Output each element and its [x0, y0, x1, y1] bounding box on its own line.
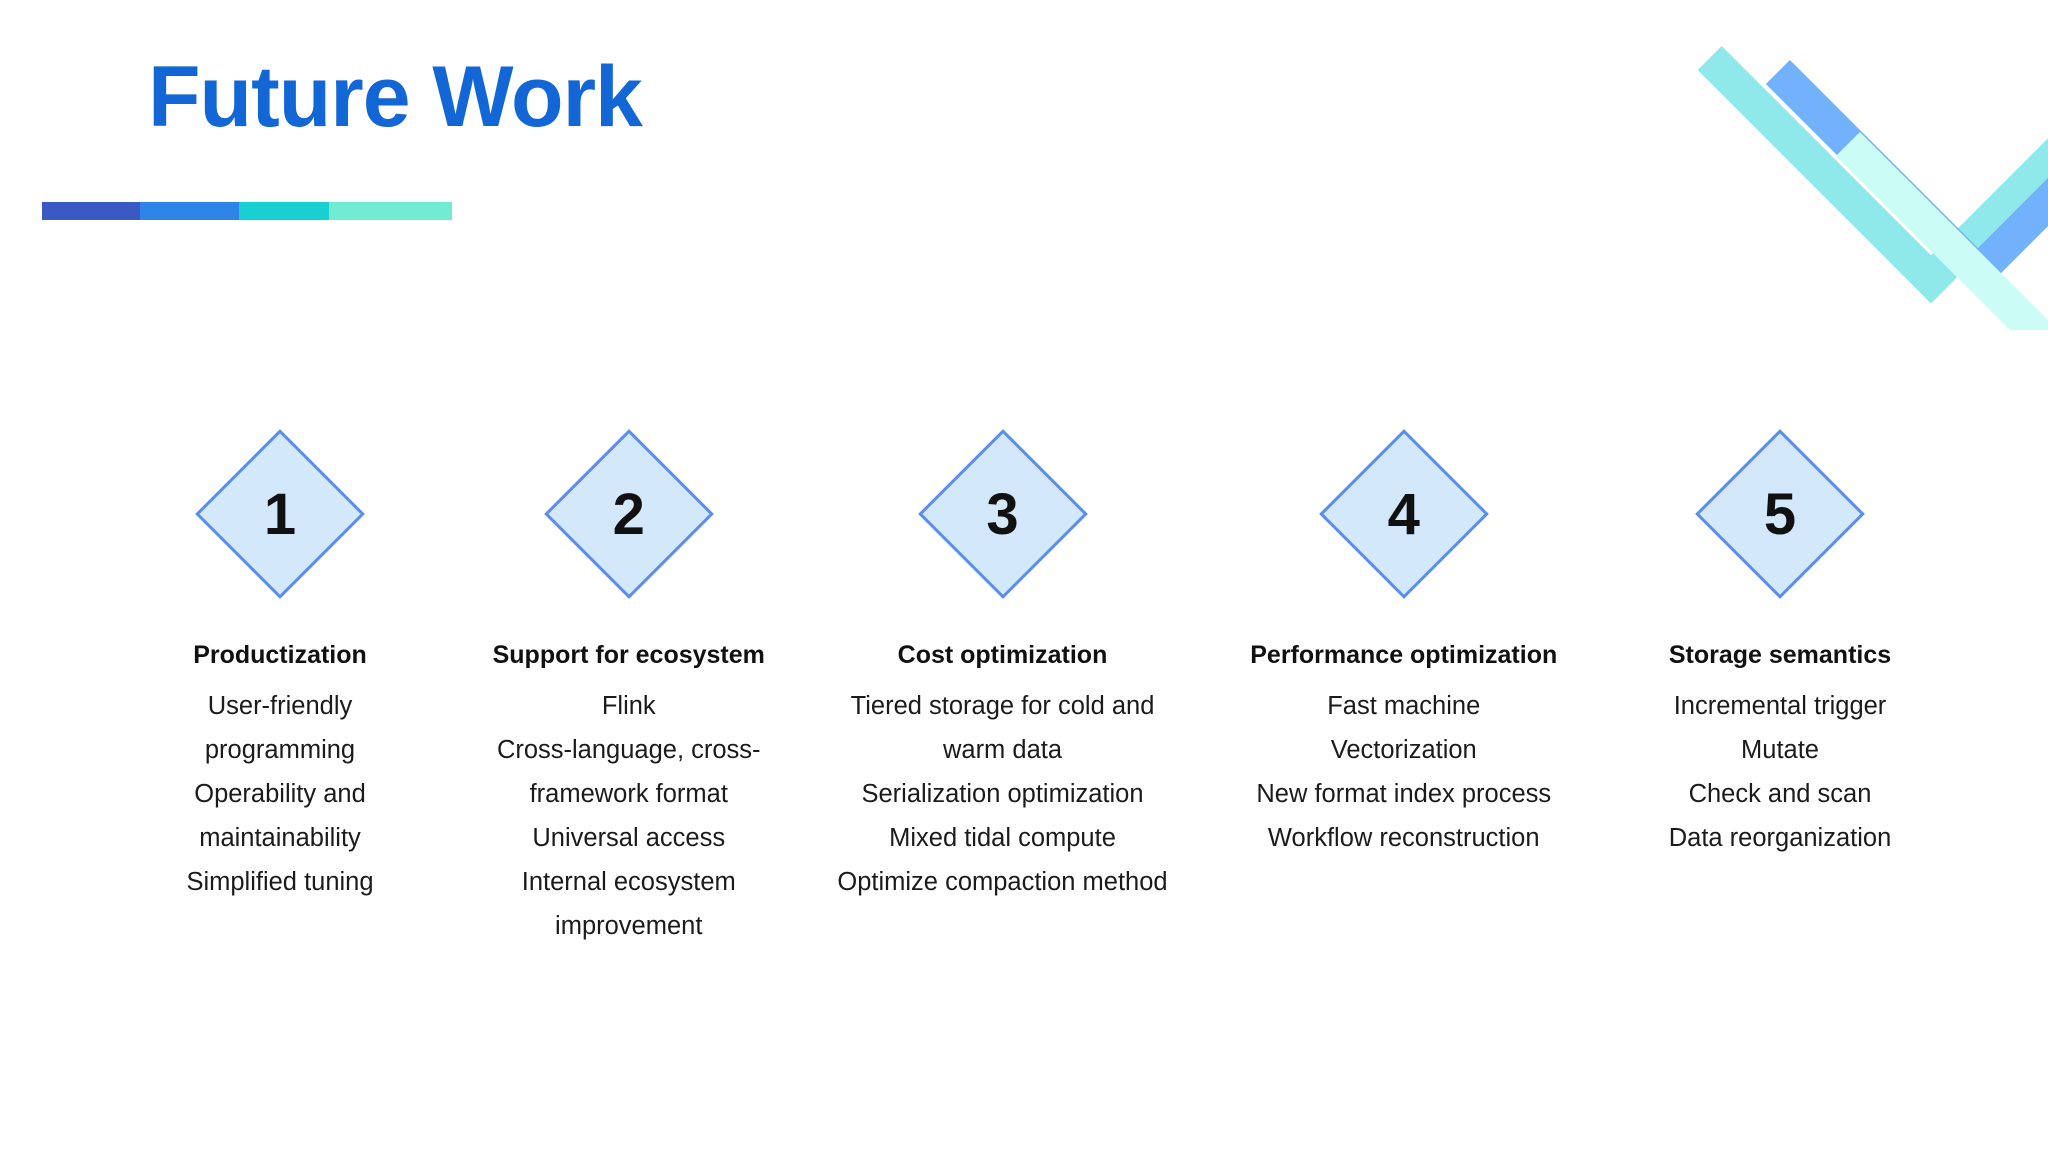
list-item: Flink	[601, 692, 656, 721]
list-item: User-friendly programming	[204, 692, 356, 765]
diamond-badge-2	[545, 430, 713, 598]
diamond-badge-3	[919, 430, 1087, 598]
chevron-teal-shape	[1698, 0, 2048, 303]
list-item: Mutate	[1741, 736, 1819, 765]
underline-segment-1	[42, 202, 140, 220]
slide-title: Future Work	[148, 49, 642, 145]
list-item: Data reorganization	[1668, 823, 1892, 852]
column-title: Support for ecosystem	[492, 641, 765, 669]
column-title: Storage semantics	[1668, 641, 1892, 669]
column-item-list	[1669, 685, 1892, 860]
list-item: Tiered storage for cold and warm data	[850, 692, 1155, 765]
corner-decoration	[1628, 0, 2048, 330]
list-item: Simplified tuning	[186, 867, 374, 896]
underline-segment-2	[140, 202, 238, 220]
diamond-badge-1	[196, 430, 364, 598]
list-item: Mixed tidal compute	[889, 823, 1116, 852]
column-item-list	[130, 685, 430, 904]
future-work-columns	[130, 430, 1930, 948]
column-support-for-ecosystem	[464, 430, 794, 948]
diamond-number: 3	[986, 481, 1019, 547]
column-title: Cost optimization	[897, 641, 1108, 669]
diamond-badge-5	[1696, 430, 1864, 598]
list-item: New format index process	[1256, 779, 1552, 808]
list-item: Optimize compaction method	[837, 867, 1168, 896]
list-item: Operability and maintainability	[194, 779, 366, 852]
column-item-list	[464, 685, 794, 948]
title-underline-bar	[42, 202, 452, 220]
diamond-number: 2	[612, 481, 645, 547]
diamond-badge-4	[1320, 430, 1488, 598]
underline-segment-4	[329, 202, 452, 220]
column-title: Performance optimization	[1250, 641, 1558, 669]
list-item: Check and scan	[1688, 779, 1872, 808]
diamond-number: 5	[1763, 481, 1797, 547]
list-item: Workflow reconstruction	[1267, 823, 1540, 852]
chevron-mint-shape	[1836, 0, 2048, 330]
list-item: Fast machine	[1327, 692, 1481, 721]
list-item: Incremental trigger	[1673, 692, 1887, 721]
column-item-list	[828, 685, 1178, 904]
column-title: Productization	[193, 641, 367, 669]
underline-segment-3	[239, 202, 329, 220]
list-item: Vectorization	[1330, 736, 1477, 765]
diamond-number: 4	[1387, 481, 1420, 547]
chevron-blue-shape	[1766, 0, 2048, 296]
list-item: Universal access	[532, 823, 726, 852]
column-performance-optimization	[1211, 430, 1596, 948]
column-cost-optimization	[828, 430, 1178, 948]
column-item-list	[1256, 685, 1551, 860]
list-item: Internal ecosystem improvement	[521, 867, 736, 940]
column-storage-semantics	[1630, 430, 1930, 948]
list-item: Serialization optimization	[861, 779, 1144, 808]
column-productization	[130, 430, 430, 948]
diamond-number: 1	[263, 481, 297, 547]
list-item: Cross-language, cross-framework format	[496, 736, 761, 808]
